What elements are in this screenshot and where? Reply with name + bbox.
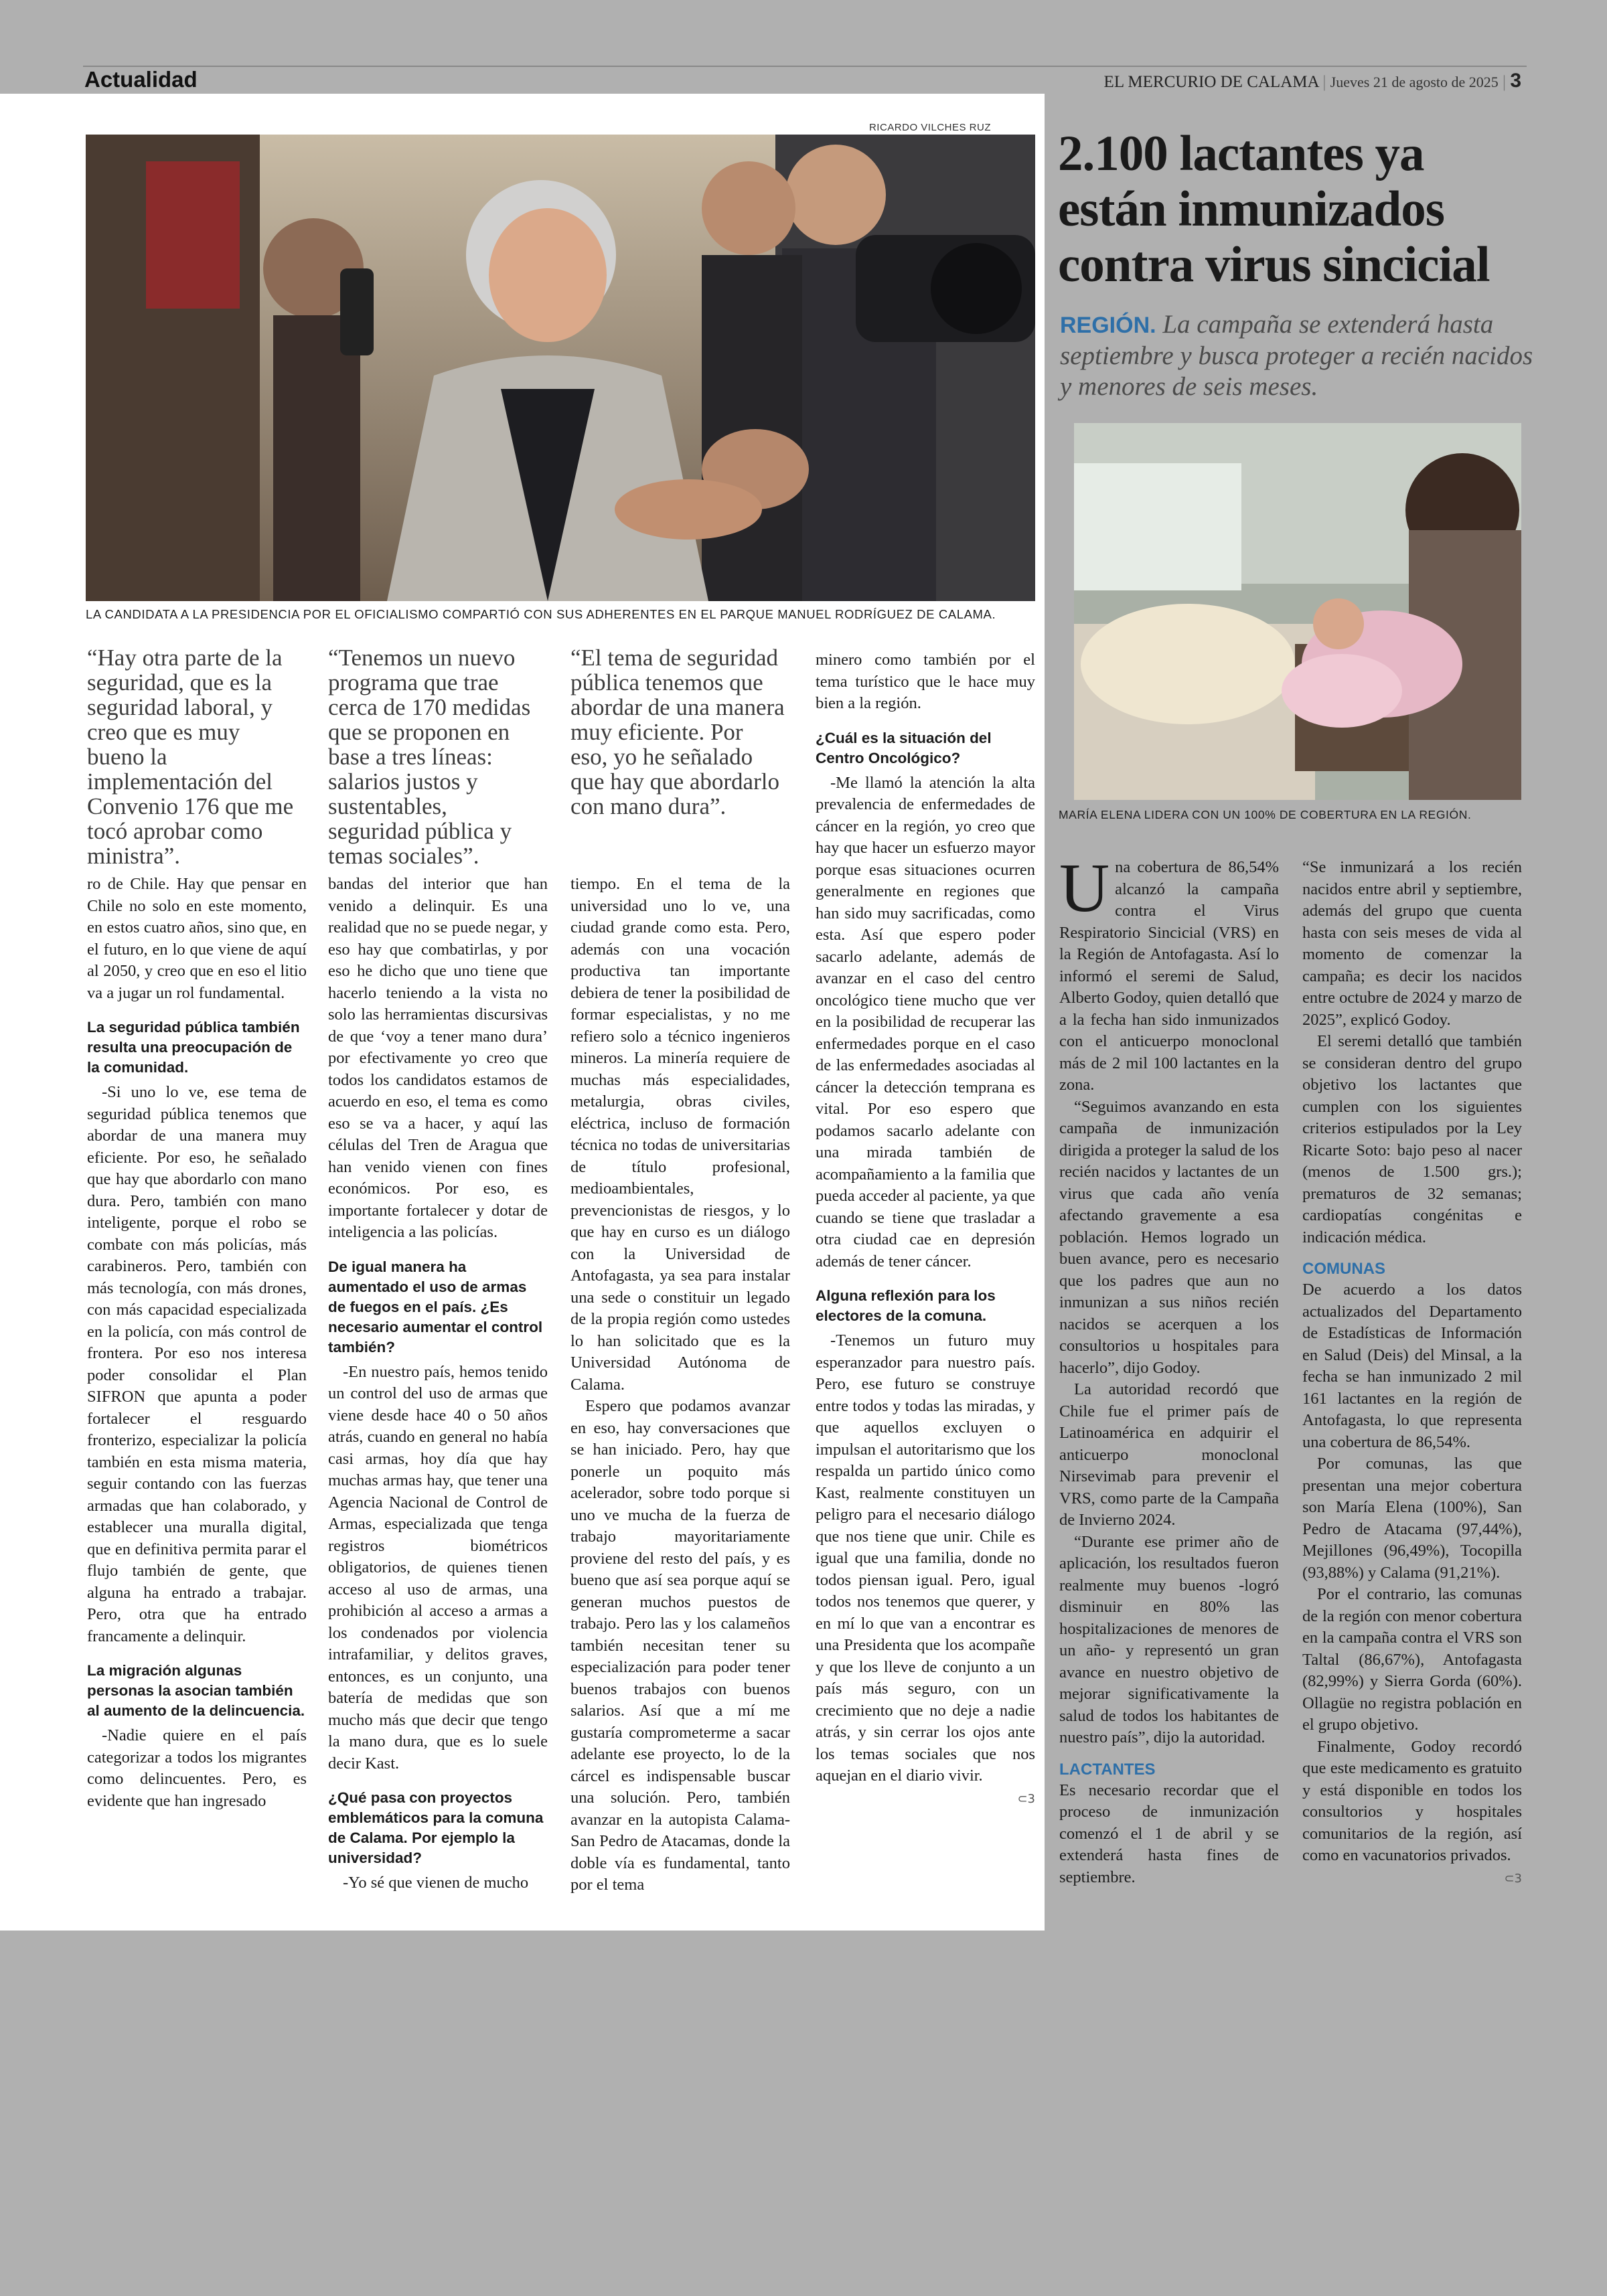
- subhead-lactantes: LACTANTES: [1059, 1760, 1156, 1779]
- left-column-3: [570, 874, 790, 1896]
- masthead: EL MERCURIO DE CALAMA | Jueves 21 de agosto de 2025 | 3: [1103, 70, 1521, 92]
- paragraph: Finalmente, Godoy recordó que este medicamento es gratuito y está disponible en todos los consultorios y hospitales comunitarios de la región, así como en vacunatorios privados.: [1302, 1737, 1522, 1864]
- interview-question: ¿Qué pasa con proyectos emblemáticos para la comuna de Calama. Por ejemplo la universidad?: [328, 1789, 544, 1866]
- paragraph: Por el contrario, las comunas de la región con menor cobertura en la campaña contra el VRS son Taltal (86,67%), Antofagasta (82,99%) y Sierra Gorda (60%). Ollagüe no registra población en el grupo objetivo.: [1302, 1585, 1522, 1734]
- paragraph: -En nuestro país, hemos tenido un control del uso de armas que viene desde hace 40 o 50 años atrás, cuando en general no había casi armas, hoy día que hay muchas armas hay, que tener una Agencia Nacional de Control de Armas, especializada que tenga registros biométricos obligatorios, de quienes tienen acceso al uso de armas, una prohibición al acceso a armas a los condenados por violencia intrafamiliar, y delitos graves, entonces, es un conjunto, una batería de medidas que son mucho más que decir que tengo la mano dura, que es lo suele decir Kast.: [328, 1362, 548, 1773]
- interview-question: La seguridad pública también resulta una preocupación de la comunidad.: [87, 1019, 300, 1076]
- infant-photo: [1074, 423, 1521, 800]
- paragraph: -Si uno lo ve, ese tema de seguridad pública tenemos que abordar de una manera muy eficiente. Por eso, he señalado que hay que abordarlo con mano dura. Pero, también con mano inteligente, porque el robo se combate con más policías, más carabineros. Pero, también con más tecnología, con más drones, con más capacidad especializada en la policía, con más control de frontera. Por eso nos interesa poder consolidar el Plan SIFRON que apunta a poder fortalecer el resguardo fronterizo, especializar la policía también en esta misma materia, seguir contando con las fuerzas armadas que han colaborado, y establecer una muralla digital, que en definitiva permita parar el flujo también de gente, que alguna ha entrado a trabajar. Pero, otra que ha entrado francamente a delinquir.: [87, 1083, 307, 1645]
- page-number: 3: [1510, 70, 1521, 92]
- paragraph: na cobertura de 86,54% alcanzó la campaña contra el Virus Respiratorio Sincicial (VRS) en la Región de Antofagasta. Así lo informó el seremi de Salud, Alberto Godoy, quien detalló que a la fecha han sido inmunizados con el anticuerpo monoclonal más de 2 mil 100 lactantes en la zona.: [1059, 858, 1279, 1094]
- section-title: Actualidad: [84, 67, 198, 92]
- pull-quote-1: “Hay otra parte de la seguridad, que es la seguridad laboral, y creo que es muy bueno la implementación del Convenio 176 que me tocó aprobar como ministra”.: [87, 645, 294, 869]
- left-column-4: [816, 649, 1035, 1810]
- end-mark-icon: ⊂3: [1504, 1871, 1522, 1886]
- paragraph: Es necesario recordar que el proceso de inmunización comenzó el 1 de abril y se extenderá hasta fines de septiembre.: [1059, 1781, 1279, 1886]
- paragraph: El seremi detalló que también se consideran dentro del grupo objetivo los lactantes que cumplen con los siguientes criterios estipulados por la Ley Ricarte Soto: bajo peso al nacer (menos de 1.500 grs.); prematuros de 32 semanas; cardiopatías congénitas e indicación médica.: [1302, 1032, 1522, 1246]
- paragraph: -Nadie quiere en el país categorizar a todos los migrantes como delincuentes. Pero, es evidente que han ingresado: [87, 1726, 307, 1810]
- paragraph: La autoridad recordó que Chile fue el primer país de Latinoamérica en adquirir el anticuerpo monoclonal Nirsevimab para prevenir el VRS, como parte de la Campaña de Invierno 2024.: [1059, 1380, 1279, 1529]
- paragraph: De acuerdo a los datos actualizados del Departamento de Estadísticas de Información en Salud (Deis) del Minsal, a la fecha se han inmunizado 2 mil 161 lactantes en la región de Antofagasta, lo que representa una cobertura de 86,54%.: [1302, 1281, 1522, 1451]
- interview-question: ¿Cuál es la situación del Centro Oncológico?: [816, 729, 992, 766]
- photo-caption: LA CANDIDATA A LA PRESIDENCIA POR EL OFICIALISMO COMPARTIÓ CON SUS ADHERENTES EN EL PARQUE MANUEL RODRÍGUEZ DE CALAMA.: [86, 607, 996, 621]
- drop-cap: U: [1059, 849, 1110, 926]
- paragraph: tiempo. En el tema de la universidad uno lo ve, una ciudad grande como esta. Pero, además con una vocación productiva tan importante debiera de tener la posibilidad de formar especialistas, y no me refiero solo a técnico ingenieros mineros. La minería requiere de muchas más especialidades, metalurgia, obras civiles, eléctrica, incluso de formación técnica no todas de universitarias de título profesional, medioambientales, prevencionistas de riesgos, y lo que hay en curso es un diálogo con la Universidad de Antofagasta, ya sea para instalar una sede o constituir un legado de la propia región como ustedes lo han solicitado que es la Universidad Autónoma de Calama.: [570, 875, 790, 1394]
- paragraph: ro de Chile. Hay que pensar en Chile no solo en este momento, en estos cuatro años, sino que, en el futuro, en lo que viene de aquí al 2050, y creo que en eso el litio va a jugar un rol fundamental.: [87, 875, 307, 1002]
- kicker: REGIÓN.: [1060, 313, 1156, 338]
- deck-text: La campaña se extenderá hasta septiembre y busca proteger a recién nacidos y menores de seis meses.: [1060, 310, 1533, 401]
- paragraph: minero como también por el tema turístico que le hace muy bien a la región.: [816, 651, 1035, 712]
- interview-question: Alguna reflexión para los electores de la comuna.: [816, 1287, 996, 1324]
- photo-caption: MARÍA ELENA LIDERA CON UN 100% DE COBERTURA EN LA REGIÓN.: [1059, 808, 1472, 821]
- subhead-comunas: COMUNAS: [1302, 1260, 1385, 1278]
- paragraph: “Se inmunizará a los recién nacidos entre abril y septiembre, además del grupo que cuenta hasta con seis meses de vida al momento de comenzar la campaña; es decir los nacidos entre octubre de 2024 y marzo de 2025”, explicó Godoy.: [1302, 858, 1522, 1029]
- paragraph: Espero que podamos avanzar en eso, hay conversaciones que se han iniciado. Pero, hay que ponerle un poquito más acelerador, sobre todo porque si uno ve mucha de la fuerza de trabajo mayoritariamente proviene del resto del país, y es bueno que así sea porque aquí se generan muchos puestos de trabajo. Pero las y los calameños también necesitan tener su especialización para poder tener buenos trabajos con buenos salarios. Así que a mí me gustaría comprometerme a sacar adelante ese proyecto, lo de la cárcel es indispensable buscar una solución. Pero, también avanzar en la autopista Calama-San Pedro de Atacamas, donde la doble vía es fundamental, tanto por el tema: [570, 1397, 790, 1894]
- interview-question: La migración algunas personas la asocian también al aumento de la delincuencia.: [87, 1662, 305, 1719]
- right-column-2: [1302, 857, 1522, 1890]
- subheadline: [1060, 309, 1542, 402]
- pull-quote-3: “El tema de seguridad pública tenemos que abordar de una manera muy eficiente. Por eso, yo he señalado que hay que abordarlo con mano dura”.: [570, 645, 785, 819]
- issue-date: Jueves 21 de agosto de 2025: [1330, 74, 1499, 90]
- pull-quote-2: “Tenemos un nuevo programa que trae cerca de 170 medidas que se proponen en base a tres líneas: salarios justos y sustentables, seguridad pública y temas sociales”.: [328, 645, 531, 869]
- right-column-1: [1059, 849, 1279, 1888]
- paragraph: Por comunas, las que presentan una mejor cobertura son María Elena (100%), San Pedro de Atacama (97,44%), Mejillones (96,49%), Tocopilla (93,88%) y Calama (91,21%).: [1302, 1455, 1522, 1582]
- candidate-photo: [86, 135, 1035, 601]
- header-rule: [83, 66, 1527, 67]
- interview-question: De igual manera ha aumentado el uso de armas de fuegos en el país. ¿Es necesario aumentar el control también?: [328, 1258, 543, 1356]
- left-column-2: [328, 874, 548, 1894]
- paragraph: “Seguimos avanzando en esta campaña de inmunización dirigida a proteger la salud de los recién nacidos y lactantes de un virus que cada año venía afectando gravemente a esa población. Hemos logrado un buen avance, pero es necesario que los padres que aun no inmunizan a sus niños recién nacidos se acerquen a los consultorios u hospitales para hacerlo”, dijo Godoy.: [1059, 1097, 1279, 1377]
- end-mark-icon: ⊂3: [1017, 1791, 1035, 1806]
- newspaper-name: EL MERCURIO DE CALAMA: [1103, 73, 1319, 91]
- headline: 2.100 lactantes ya están inmunizados contra virus sincicial: [1058, 126, 1490, 293]
- paragraph: -Yo sé que vienen de mucho: [343, 1874, 529, 1892]
- paragraph: -Tenemos un futuro muy esperanzador para nuestro país. Pero, ese futuro se construye entre todos y todas las miradas, y que aquellos excluyen o impulsan el autoritarismo que los respalda un partido único como Kast, realmente constituyen un peligro para el necesario diálogo que nos tiene que unir. Chile es igual que una familia, donde no todos piensan igual. Pero, igual todos nos tenemos que querer, y en mí lo que van a encontrar es una Presidenta que los acompañe y que los lleve de conjunto a un país más seguro, con un crecimiento que no deje a nadie atrás, y sin cerrar los ojos ante los temas sociales que nos aquejan en el diario vivir.: [816, 1331, 1035, 1785]
- photo-credit: RICARDO VILCHES RUZ: [868, 122, 991, 133]
- paragraph: bandas del interior que han venido a delinquir. Es una realidad que no se puede negar, y eso hay que combatirlas, y por eso he dicho que uno tiene que hacerlo teniendo a la vista no solo las herramientas discursivas de que ‘voy a tener mano dura’ por efectivamente yo creo que todos los candidatos estamos de acuerdo en eso, el tema es como eso se va a hacer, y aquí las células del Tren de Aragua que han venido vienen con fines económicos. Por eso, es importante fortalecer y dotar de inteligencia a las policías.: [328, 875, 548, 1241]
- paragraph: -Me llamó la atención la alta prevalencia de enfermedades de cáncer en la región, yo creo que hay que hacer un esfuerzo mayor porque esas situaciones ocurren generalmente en regiones que han sido muy sacrificadas, como esta. Así que espero poder sacarlo adelante, además de avanzar en el caso del centro oncológico tiene mucho que ver en la posibilidad de recuperar las enfermedades porque en el caso de las enfermedades asociadas al cáncer la detección temprana es vital. Por eso espero que podamos sacarlo adelante con una mirada también de acompañamiento a la familia que pueda acceder al paciente, ya que cuando se tiene que trasladar a otra ciudad cae en depresión además de tener cáncer.: [816, 773, 1035, 1270]
- left-column-1: [87, 874, 307, 1812]
- paragraph: “Durante ese primer año de aplicación, los resultados fueron realmente muy buenos -logró disminuir en 80% las hospitalizaciones de menores de un año- y representó un gran avance en nuestro objetivo de mejorar significativamente la salud de todos los habitantes de nuestro país”, dijo la autoridad.: [1059, 1532, 1279, 1746]
